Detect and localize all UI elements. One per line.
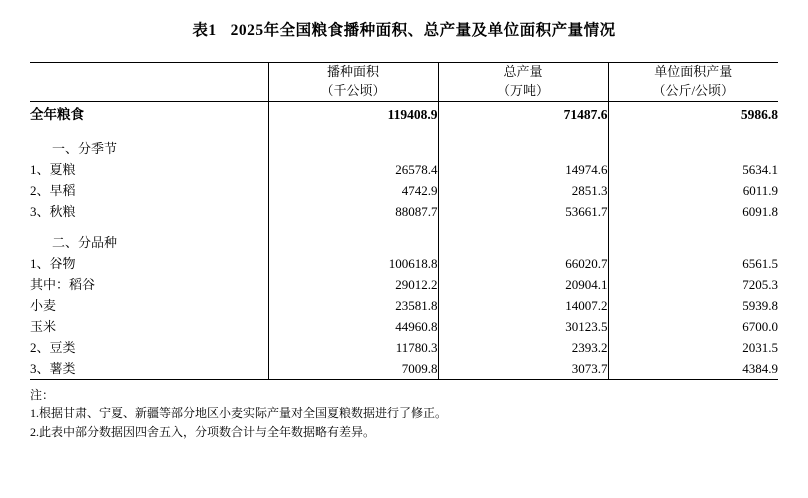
- note-item-1: 1.根据甘肃、宁夏、新疆等部分地区小麦实际产量对全国夏粮数据进行了修正。: [30, 406, 448, 421]
- row-value-output: 2393.2: [438, 337, 608, 358]
- statistics-table: [30, 62, 778, 380]
- table-row: [30, 295, 778, 316]
- row-value-yield: 4384.9: [608, 358, 778, 380]
- row-value-output: 14974.6: [438, 159, 608, 180]
- row-value-area: 26578.4: [268, 159, 438, 180]
- row-value-area: 4742.9: [268, 180, 438, 201]
- spacer-cell: [438, 222, 608, 232]
- table-row: [30, 316, 778, 337]
- header-cell-yield: [608, 63, 778, 102]
- header-row: [30, 63, 778, 102]
- header-output-line2: （万吨）: [496, 82, 549, 98]
- header-cell-area: [268, 63, 438, 102]
- spacer-cell: [268, 128, 438, 138]
- row-value-area: 29012.2: [268, 274, 438, 295]
- header-cell-output: [438, 63, 608, 102]
- row-value-output: 14007.2: [438, 295, 608, 316]
- row-value-area: [268, 232, 438, 253]
- table-body: [30, 101, 778, 379]
- row-value-output: 3073.7: [438, 358, 608, 380]
- row-value-output: 2851.3: [438, 180, 608, 201]
- table-spacer-row: [30, 222, 778, 232]
- spacer-cell: [608, 128, 778, 138]
- header-output-line1: 总产量: [503, 64, 543, 79]
- header-area-line1: 播种面积: [326, 64, 379, 79]
- table-row: [30, 101, 778, 128]
- row-value-yield: 6700.0: [608, 316, 778, 337]
- table-row: [30, 274, 778, 295]
- row-value-output: 66020.7: [438, 253, 608, 274]
- row-value-yield: 5634.1: [608, 159, 778, 180]
- row-value-output: [438, 138, 608, 159]
- row-value-output: 30123.5: [438, 316, 608, 337]
- table-row: [30, 201, 778, 222]
- page-title: [0, 0, 808, 46]
- table-row: [30, 232, 778, 253]
- table-row: [30, 358, 778, 380]
- row-value-yield: 5986.8: [608, 101, 778, 128]
- row-label: 2、早稻: [30, 182, 76, 198]
- row-label: 小麦: [30, 297, 57, 313]
- spacer-cell: [608, 222, 778, 232]
- row-value-yield: [608, 138, 778, 159]
- row-label: 二、分品种: [52, 234, 118, 250]
- header-area-line2: （千公顷）: [320, 82, 386, 98]
- row-value-area: 100618.8: [268, 253, 438, 274]
- row-value-yield: 6561.5: [608, 253, 778, 274]
- spacer-cell: [268, 222, 438, 232]
- table-row: [30, 138, 778, 159]
- row-value-area: 88087.7: [268, 201, 438, 222]
- row-label: 1、谷物: [30, 255, 76, 271]
- row-value-area: 7009.8: [268, 358, 438, 380]
- row-label: 全年粮食: [30, 101, 268, 128]
- row-value-yield: [608, 232, 778, 253]
- spacer-cell: [438, 128, 608, 138]
- row-value-output: 53661.7: [438, 201, 608, 222]
- row-value-output: [438, 232, 608, 253]
- row-value-area: 44960.8: [268, 316, 438, 337]
- spacer-cell: [30, 222, 268, 232]
- row-label: 2、豆类: [30, 339, 76, 355]
- row-value-area: 23581.8: [268, 295, 438, 316]
- row-value-yield: 7205.3: [608, 274, 778, 295]
- statistics-table-container: [30, 62, 778, 380]
- row-value-area: [268, 138, 438, 159]
- row-value-output: 71487.6: [438, 101, 608, 128]
- row-value-yield: 5939.8: [608, 295, 778, 316]
- title-text: 2025年全国粮食播种面积、总产量及单位面积产量情况: [230, 22, 616, 39]
- row-label: 一、分季节: [52, 140, 118, 156]
- row-value-area: 119408.9: [268, 101, 438, 128]
- table-row: [30, 159, 778, 180]
- header-cell-blank: [30, 63, 268, 102]
- notes-heading: 注：: [30, 387, 55, 402]
- table-notes: [30, 386, 778, 442]
- spacer-cell: [30, 128, 268, 138]
- row-label: 玉米: [30, 318, 57, 334]
- table-header: [30, 63, 778, 102]
- row-label: 3、秋粮: [30, 203, 76, 219]
- table-row: [30, 180, 778, 201]
- row-value-yield: 6091.8: [608, 201, 778, 222]
- table-row: [30, 337, 778, 358]
- row-value-area: 11780.3: [268, 337, 438, 358]
- row-label: 1、夏粮: [30, 161, 76, 177]
- header-yield-line2: （公斤/公顷）: [652, 82, 735, 98]
- note-item-2: 2.此表中部分数据因四舍五入，分项数合计与全年数据略有差异。: [30, 424, 376, 439]
- row-value-output: 20904.1: [438, 274, 608, 295]
- row-label: 其中：稻谷: [30, 276, 96, 292]
- table-row: [30, 253, 778, 274]
- row-label: 3、薯类: [30, 358, 268, 380]
- table-spacer-row: [30, 128, 778, 138]
- header-yield-line1: 单位面积产量: [654, 64, 733, 79]
- row-value-yield: 2031.5: [608, 337, 778, 358]
- title-number: 表1: [192, 22, 217, 39]
- row-value-yield: 6011.9: [608, 180, 778, 201]
